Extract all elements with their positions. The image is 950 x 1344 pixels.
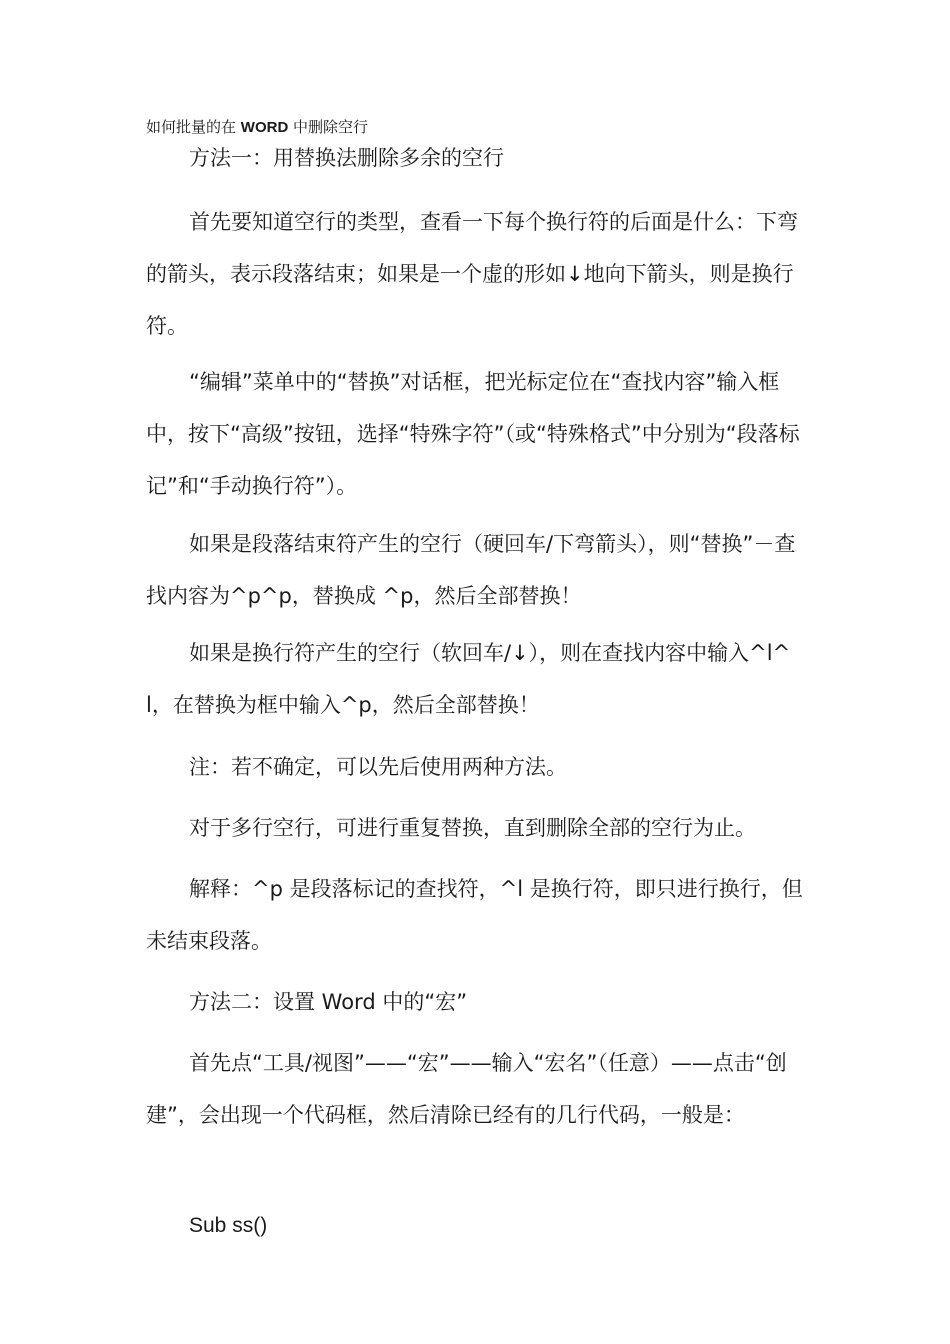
method-one-heading: 方法一：用替换法删除多余的空行 (189, 146, 504, 170)
paragraph-repeat: 对于多行空行，可进行重复替换，直到删除全部的空行为止。 (189, 816, 756, 840)
code-line-sub: Sub ss() (189, 1214, 268, 1237)
title-word: WORD (240, 119, 289, 136)
paragraph-macro-steps: 首先点“工具/视图”——“宏”——输入“宏名”（任意）——点击“创建”，会出现一个代码框，然后清除已经有的几行代码，一般是： (146, 1051, 787, 1127)
method-two-heading: 方法二：设置 Word 中的“宏” (189, 990, 468, 1014)
paragraph-line-break: 如果是换行符产生的空行（软回车/↓），则在查找内容中输入^l^l，在替换为框中输入^p，然后全部替换！ (146, 641, 791, 717)
title-prefix: 如何批量的在 (146, 118, 241, 136)
title-suffix: 中删除空行 (288, 118, 369, 136)
paragraph-explanation: 解释：^p 是段落标记的查找符，^l 是换行符，即只进行换行，但未结束段落。 (146, 877, 803, 953)
paragraph-paragraph-mark: 如果是段落结束符产生的空行（硬回车/下弯箭头），则“替换”－查找内容为^p^p，替换成 ^p，然后全部替换！ (146, 532, 796, 608)
paragraph-replace-dialog: “编辑”菜单中的“替换”对话框，把光标定位在“查找内容”输入框中，按下“高级”按钮，选择“特殊字符”（或“特殊格式”中分别为“段落标记”和“手动换行符”）。 (146, 370, 800, 498)
paragraph-line-types: 首先要知道空行的类型，查看一下每个换行符的后面是什么：下弯的箭头，表示段落结束；如果是一个虚的形如↓地向下箭头，则是换行符。 (146, 210, 798, 338)
paragraph-note: 注：若不确定，可以先后使用两种方法。 (189, 755, 567, 779)
